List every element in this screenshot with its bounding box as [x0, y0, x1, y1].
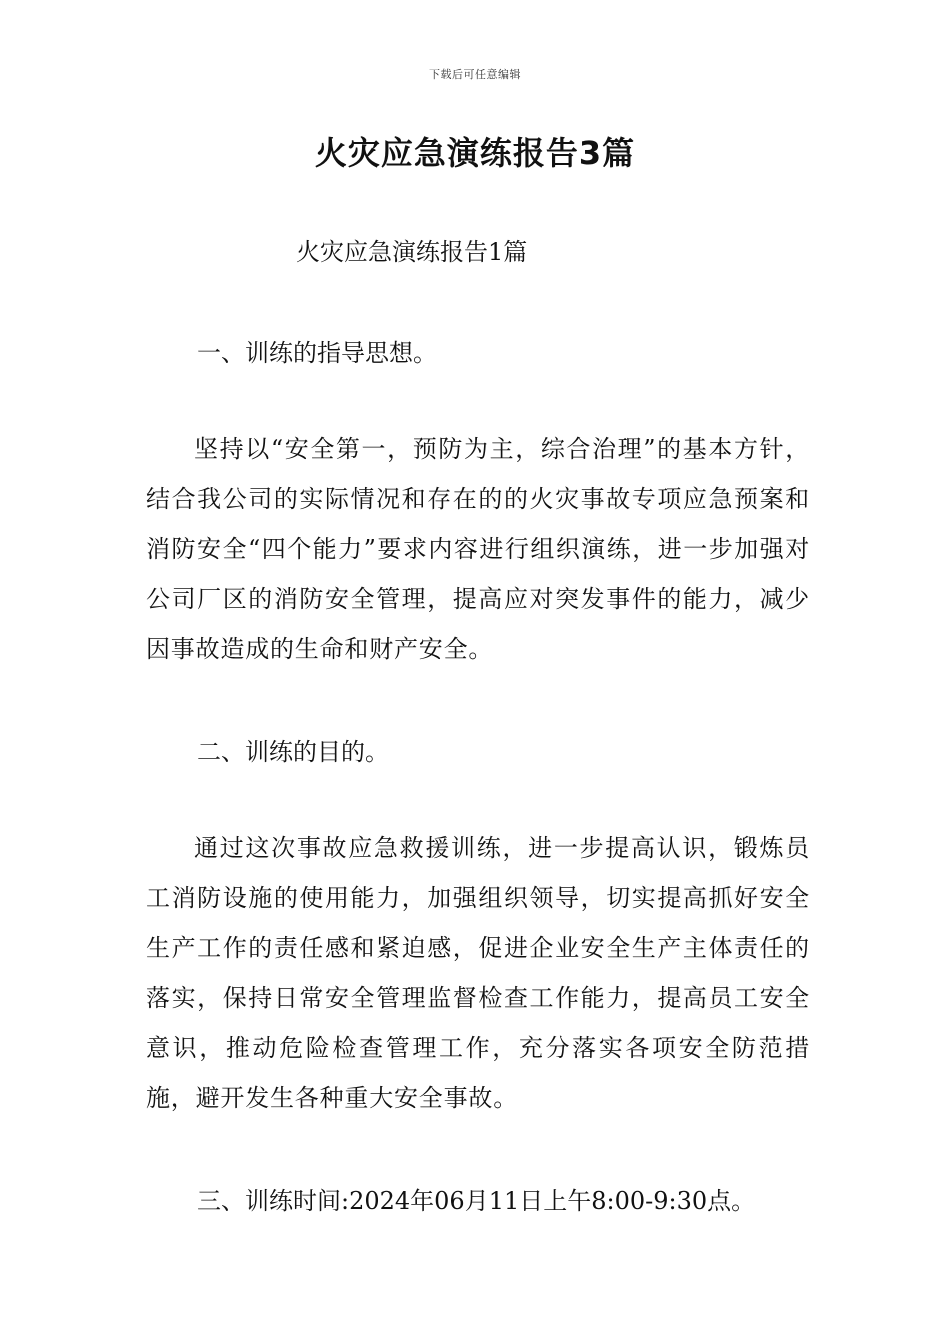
section-body-purpose: 通过这次事故应急救援训练，进一步提高认识，锻炼员工消防设施的使用能力，加强组织领导，切实提高抓好安全生产工作的责任感和紧迫感，促进企业安全生产主体责任的落实，保持日常安全管理监督检查工作能力，提高员工安全意识，推动危险检查管理工作，充分落实各项安全防范措施，避开发生各种重大安全事故。	[146, 834, 810, 1112]
section-body-guiding-thought: 坚持以“安全第一，预防为主，综合治理”的基本方针，结合我公司的实际情况和存在的的火灾事故专项应急预案和消防安全“四个能力”要求内容进行组织演练，进一步加强对公司厂区的消防安全管理，提高应对突发事件的能力，减少因事故造成的生命和财产安全。	[146, 435, 810, 663]
document-subtitle: 火灾应急演练报告1篇	[296, 238, 528, 266]
header-note: 下载后可任意编辑	[429, 68, 521, 81]
section-heading-training-time: 三、训练时间:2024年06月11日上午8:00-9:30点。	[197, 1187, 756, 1215]
section-heading-purpose: 二、训练的目的。	[197, 738, 389, 766]
section-heading-guiding-thought: 一、训练的指导思想。	[197, 339, 437, 367]
document-title: 火灾应急演练报告3篇	[314, 134, 636, 172]
